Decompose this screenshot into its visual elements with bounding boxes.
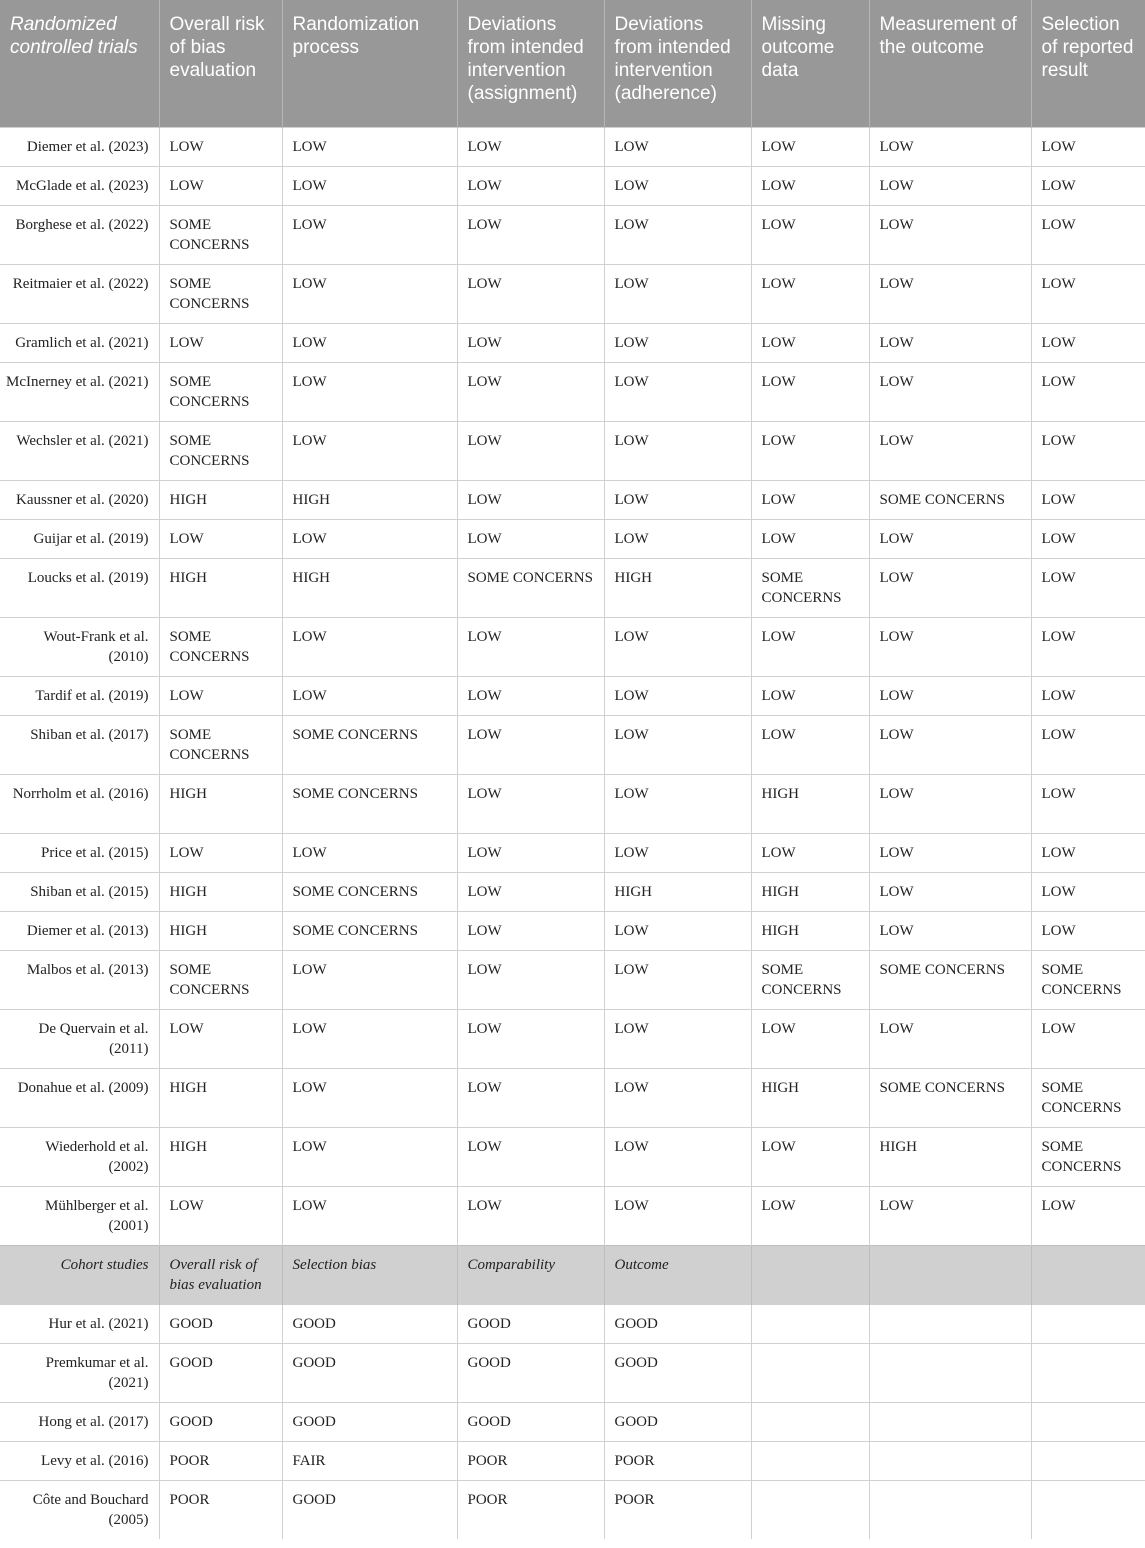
rating-cell: FAIR xyxy=(282,1441,457,1480)
rating-cell: LOW xyxy=(457,421,604,480)
rating-cell: LOW xyxy=(282,362,457,421)
header-row xyxy=(0,0,1145,127)
cohort-row xyxy=(0,1304,1145,1343)
study-name-cell: Guijar et al. (2019) xyxy=(0,519,159,558)
rating-cell: LOW xyxy=(604,421,751,480)
rct-row xyxy=(0,205,1145,264)
rct-row xyxy=(0,323,1145,362)
rating-cell: LOW xyxy=(282,1009,457,1068)
rating-cell: LOW xyxy=(751,676,869,715)
rating-cell xyxy=(1031,1304,1145,1343)
study-name-cell: Borghese et al. (2022) xyxy=(0,205,159,264)
rct-row xyxy=(0,676,1145,715)
study-name-cell: McInerney et al. (2021) xyxy=(0,362,159,421)
rct-row xyxy=(0,950,1145,1009)
study-name-cell: Diemer et al. (2023) xyxy=(0,127,159,166)
rating-cell: GOOD xyxy=(282,1480,457,1539)
rating-cell: SOME CONCERNS xyxy=(751,558,869,617)
rating-cell: POOR xyxy=(604,1480,751,1539)
rating-cell: LOW xyxy=(751,323,869,362)
rating-cell xyxy=(751,1402,869,1441)
rating-cell: LOW xyxy=(282,205,457,264)
rating-cell: HIGH xyxy=(159,1127,282,1186)
rating-cell: LOW xyxy=(1031,362,1145,421)
rating-cell: SOME CONCERNS xyxy=(159,362,282,421)
study-name-cell: Premkumar et al. (2021) xyxy=(0,1343,159,1402)
rating-cell: LOW xyxy=(604,715,751,774)
rating-cell: LOW xyxy=(751,519,869,558)
rating-cell: LOW xyxy=(1031,833,1145,872)
rating-cell: LOW xyxy=(457,205,604,264)
rating-cell: HIGH xyxy=(604,558,751,617)
header-randomization: Randomization process xyxy=(282,0,457,127)
rating-cell: LOW xyxy=(751,421,869,480)
study-name-cell: Shiban et al. (2017) xyxy=(0,715,159,774)
rating-cell: GOOD xyxy=(282,1304,457,1343)
rating-cell xyxy=(751,1441,869,1480)
rating-cell xyxy=(1031,1441,1145,1480)
rating-cell: LOW xyxy=(282,1127,457,1186)
rating-cell: POOR xyxy=(159,1441,282,1480)
study-name-cell: Levy et al. (2016) xyxy=(0,1441,159,1480)
rating-cell: LOW xyxy=(869,715,1031,774)
rating-cell: POOR xyxy=(457,1441,604,1480)
rating-cell: LOW xyxy=(1031,519,1145,558)
rct-row xyxy=(0,1127,1145,1186)
study-name-cell: Cohort studies xyxy=(0,1245,159,1304)
rating-cell: LOW xyxy=(604,911,751,950)
rating-cell: SOME CONCERNS xyxy=(1031,1068,1145,1127)
rating-cell: LOW xyxy=(869,127,1031,166)
rating-cell: LOW xyxy=(1031,1186,1145,1245)
rating-cell: LOW xyxy=(1031,480,1145,519)
rating-cell: SOME CONCERNS xyxy=(869,1068,1031,1127)
rating-cell: LOW xyxy=(869,1009,1031,1068)
rating-cell: LOW xyxy=(869,774,1031,833)
rating-cell: HIGH xyxy=(159,480,282,519)
rating-cell: GOOD xyxy=(282,1402,457,1441)
rating-cell: LOW xyxy=(1031,676,1145,715)
rating-cell: HIGH xyxy=(159,872,282,911)
rating-cell: GOOD xyxy=(159,1343,282,1402)
rating-cell: LOW xyxy=(159,1186,282,1245)
rating-cell: SOME CONCERNS xyxy=(159,617,282,676)
study-name-cell: Kaussner et al. (2020) xyxy=(0,480,159,519)
rating-cell: LOW xyxy=(1031,323,1145,362)
rating-cell: POOR xyxy=(604,1441,751,1480)
rct-row xyxy=(0,617,1145,676)
rating-cell: HIGH xyxy=(159,558,282,617)
rating-cell: LOW xyxy=(869,833,1031,872)
rating-cell: SOME CONCERNS xyxy=(1031,950,1145,1009)
rating-cell: LOW xyxy=(457,1186,604,1245)
rating-cell: LOW xyxy=(751,617,869,676)
rating-cell: LOW xyxy=(604,1068,751,1127)
rating-cell: LOW xyxy=(751,715,869,774)
rating-cell: Overall risk of bias evaluation xyxy=(159,1245,282,1304)
rating-cell xyxy=(751,1245,869,1304)
rating-cell: LOW xyxy=(869,558,1031,617)
study-name-cell: Reitmaier et al. (2022) xyxy=(0,264,159,323)
rating-cell: LOW xyxy=(457,774,604,833)
rating-cell: SOME CONCERNS xyxy=(159,205,282,264)
rating-cell: LOW xyxy=(282,1068,457,1127)
study-name-cell: Diemer et al. (2013) xyxy=(0,911,159,950)
rating-cell: LOW xyxy=(457,264,604,323)
rct-row xyxy=(0,362,1145,421)
rct-row xyxy=(0,480,1145,519)
rating-cell: LOW xyxy=(604,480,751,519)
rating-cell: LOW xyxy=(604,774,751,833)
rating-cell: LOW xyxy=(457,617,604,676)
study-name-cell: Côte and Bouchard (2005) xyxy=(0,1480,159,1539)
rating-cell: SOME CONCERNS xyxy=(282,715,457,774)
rct-row xyxy=(0,1009,1145,1068)
rating-cell: LOW xyxy=(457,1009,604,1068)
rating-cell xyxy=(1031,1343,1145,1402)
rating-cell: LOW xyxy=(604,1127,751,1186)
rct-row xyxy=(0,264,1145,323)
study-name-cell: McGlade et al. (2023) xyxy=(0,166,159,205)
study-name-cell: Price et al. (2015) xyxy=(0,833,159,872)
rating-cell: LOW xyxy=(159,519,282,558)
rating-cell: GOOD xyxy=(457,1304,604,1343)
rating-cell: POOR xyxy=(159,1480,282,1539)
rating-cell: SOME CONCERNS xyxy=(159,421,282,480)
study-name-cell: Loucks et al. (2019) xyxy=(0,558,159,617)
header-measurement-outcome: Measurement of the outcome xyxy=(869,0,1031,127)
rct-row xyxy=(0,519,1145,558)
rating-cell: LOW xyxy=(457,715,604,774)
rating-cell: LOW xyxy=(869,519,1031,558)
rating-cell: LOW xyxy=(159,1009,282,1068)
rating-cell: SOME CONCERNS xyxy=(457,558,604,617)
rating-cell: LOW xyxy=(604,1186,751,1245)
rct-row xyxy=(0,715,1145,774)
rating-cell: SOME CONCERNS xyxy=(159,715,282,774)
rating-cell: LOW xyxy=(604,127,751,166)
rct-row xyxy=(0,558,1145,617)
rating-cell: LOW xyxy=(457,676,604,715)
study-name-cell: Norrholm et al. (2016) xyxy=(0,774,159,833)
rating-cell: GOOD xyxy=(159,1402,282,1441)
study-name-cell: Shiban et al. (2015) xyxy=(0,872,159,911)
rating-cell: HIGH xyxy=(159,774,282,833)
cohort-row xyxy=(0,1441,1145,1480)
rating-cell: HIGH xyxy=(282,480,457,519)
rating-cell: LOW xyxy=(282,617,457,676)
rct-row xyxy=(0,1068,1145,1127)
rct-row xyxy=(0,1186,1145,1245)
rating-cell: LOW xyxy=(1031,558,1145,617)
rating-cell: SOME CONCERNS xyxy=(159,950,282,1009)
rating-cell: GOOD xyxy=(282,1343,457,1402)
rating-cell: LOW xyxy=(869,676,1031,715)
rating-cell: LOW xyxy=(869,205,1031,264)
rating-cell: LOW xyxy=(457,480,604,519)
rating-cell: LOW xyxy=(457,362,604,421)
rct-row xyxy=(0,166,1145,205)
rating-cell: HIGH xyxy=(159,911,282,950)
rating-cell: LOW xyxy=(869,166,1031,205)
header-study: Randomized controlled trials xyxy=(0,0,159,127)
rating-cell: HIGH xyxy=(751,774,869,833)
rating-cell: LOW xyxy=(159,127,282,166)
rating-cell: SOME CONCERNS xyxy=(282,911,457,950)
rating-cell: LOW xyxy=(604,166,751,205)
rating-cell: LOW xyxy=(457,833,604,872)
rating-cell: LOW xyxy=(751,1009,869,1068)
rating-cell: LOW xyxy=(869,1186,1031,1245)
rating-cell: HIGH xyxy=(159,1068,282,1127)
rating-cell xyxy=(1031,1480,1145,1539)
study-name-cell: Wout-Frank et al. (2010) xyxy=(0,617,159,676)
rating-cell: GOOD xyxy=(159,1304,282,1343)
header-deviation-assignment: Deviations from intended intervention (assignment) xyxy=(457,0,604,127)
rating-cell xyxy=(751,1480,869,1539)
rating-cell: LOW xyxy=(1031,911,1145,950)
rating-cell: LOW xyxy=(457,1127,604,1186)
rating-cell: LOW xyxy=(869,421,1031,480)
rating-cell: SOME CONCERNS xyxy=(869,950,1031,1009)
rating-cell: LOW xyxy=(604,323,751,362)
rating-cell: LOW xyxy=(159,323,282,362)
rating-cell: LOW xyxy=(457,127,604,166)
rating-cell: HIGH xyxy=(604,872,751,911)
study-name-cell: Hur et al. (2021) xyxy=(0,1304,159,1343)
rating-cell: LOW xyxy=(457,872,604,911)
rating-cell: LOW xyxy=(869,362,1031,421)
cohort-row xyxy=(0,1480,1145,1539)
study-name-cell: Wiederhold et al. (2002) xyxy=(0,1127,159,1186)
rating-cell: LOW xyxy=(604,264,751,323)
study-name-cell: Gramlich et al. (2021) xyxy=(0,323,159,362)
rating-cell: LOW xyxy=(457,911,604,950)
rating-cell: GOOD xyxy=(604,1343,751,1402)
rating-cell: LOW xyxy=(1031,166,1145,205)
rating-cell: GOOD xyxy=(457,1343,604,1402)
rating-cell xyxy=(1031,1245,1145,1304)
rating-cell: LOW xyxy=(751,127,869,166)
rct-row xyxy=(0,911,1145,950)
rating-cell: LOW xyxy=(751,1127,869,1186)
rct-row xyxy=(0,872,1145,911)
rating-cell: LOW xyxy=(751,833,869,872)
rating-cell: LOW xyxy=(604,1009,751,1068)
table-header xyxy=(0,0,1145,127)
rating-cell: LOW xyxy=(1031,205,1145,264)
rating-cell: Selection bias xyxy=(282,1245,457,1304)
rating-cell: LOW xyxy=(1031,127,1145,166)
rating-cell: LOW xyxy=(869,911,1031,950)
rating-cell: LOW xyxy=(604,950,751,1009)
cohort-header-row xyxy=(0,1245,1145,1304)
rating-cell: LOW xyxy=(282,950,457,1009)
study-name-cell: Hong et al. (2017) xyxy=(0,1402,159,1441)
rating-cell: LOW xyxy=(1031,264,1145,323)
rating-cell: LOW xyxy=(604,362,751,421)
rating-cell xyxy=(869,1441,1031,1480)
rating-cell: LOW xyxy=(282,519,457,558)
rating-cell: LOW xyxy=(751,480,869,519)
rating-cell: LOW xyxy=(751,362,869,421)
rating-cell: Comparability xyxy=(457,1245,604,1304)
rating-cell xyxy=(869,1343,1031,1402)
rating-cell: LOW xyxy=(604,833,751,872)
rating-cell: GOOD xyxy=(604,1402,751,1441)
rating-cell: LOW xyxy=(869,617,1031,676)
rating-cell: LOW xyxy=(869,872,1031,911)
rating-cell: LOW xyxy=(1031,421,1145,480)
study-name-cell: Mühlberger et al. (2001) xyxy=(0,1186,159,1245)
rating-cell xyxy=(869,1480,1031,1539)
rating-cell: LOW xyxy=(457,950,604,1009)
rating-cell: LOW xyxy=(282,166,457,205)
rating-cell: LOW xyxy=(159,166,282,205)
header-selection-reported: Selection of reported result xyxy=(1031,0,1145,127)
rating-cell: HIGH xyxy=(751,1068,869,1127)
rating-cell: LOW xyxy=(1031,872,1145,911)
rating-cell: LOW xyxy=(282,1186,457,1245)
rating-cell: LOW xyxy=(604,676,751,715)
rating-cell: LOW xyxy=(159,833,282,872)
rating-cell: HIGH xyxy=(751,872,869,911)
rct-row xyxy=(0,774,1145,833)
header-deviation-adherence: Deviations from intended intervention (adherence) xyxy=(604,0,751,127)
rating-cell: HIGH xyxy=(282,558,457,617)
study-name-cell: Donahue et al. (2009) xyxy=(0,1068,159,1127)
rating-cell: LOW xyxy=(282,264,457,323)
rating-cell: POOR xyxy=(457,1480,604,1539)
rating-cell: HIGH xyxy=(869,1127,1031,1186)
rating-cell: LOW xyxy=(282,323,457,362)
rating-cell xyxy=(1031,1402,1145,1441)
rating-cell: LOW xyxy=(159,676,282,715)
rating-cell: LOW xyxy=(751,166,869,205)
study-name-cell: De Quervain et al. (2011) xyxy=(0,1009,159,1068)
rating-cell: SOME CONCERNS xyxy=(869,480,1031,519)
rating-cell xyxy=(869,1402,1031,1441)
study-name-cell: Malbos et al. (2013) xyxy=(0,950,159,1009)
rating-cell: SOME CONCERNS xyxy=(282,872,457,911)
rating-cell: LOW xyxy=(751,264,869,323)
rating-cell xyxy=(751,1304,869,1343)
cohort-row xyxy=(0,1402,1145,1441)
rating-cell xyxy=(869,1245,1031,1304)
rating-cell: LOW xyxy=(1031,715,1145,774)
rating-cell xyxy=(751,1343,869,1402)
rating-cell: LOW xyxy=(1031,774,1145,833)
study-name-cell: Tardif et al. (2019) xyxy=(0,676,159,715)
rating-cell: LOW xyxy=(751,205,869,264)
rating-cell: LOW xyxy=(869,323,1031,362)
rating-cell: LOW xyxy=(604,205,751,264)
rating-cell: LOW xyxy=(604,519,751,558)
rating-cell: LOW xyxy=(1031,617,1145,676)
rating-cell: SOME CONCERNS xyxy=(282,774,457,833)
rating-cell: SOME CONCERNS xyxy=(1031,1127,1145,1186)
rating-cell: LOW xyxy=(282,676,457,715)
rating-cell: LOW xyxy=(457,1068,604,1127)
rating-cell: SOME CONCERNS xyxy=(751,950,869,1009)
rating-cell: LOW xyxy=(751,1186,869,1245)
rating-cell: LOW xyxy=(457,519,604,558)
rating-cell: LOW xyxy=(457,323,604,362)
rating-cell: GOOD xyxy=(604,1304,751,1343)
rating-cell: GOOD xyxy=(457,1402,604,1441)
rating-cell xyxy=(869,1304,1031,1343)
rating-cell: LOW xyxy=(282,127,457,166)
rating-cell: LOW xyxy=(604,617,751,676)
rating-cell: HIGH xyxy=(751,911,869,950)
rating-cell: SOME CONCERNS xyxy=(159,264,282,323)
rct-row xyxy=(0,833,1145,872)
rating-cell: LOW xyxy=(869,264,1031,323)
rct-row xyxy=(0,127,1145,166)
rating-cell: Outcome xyxy=(604,1245,751,1304)
rct-row xyxy=(0,421,1145,480)
rating-cell: LOW xyxy=(1031,1009,1145,1068)
rating-cell: LOW xyxy=(282,833,457,872)
header-missing-outcome: Missing outcome data xyxy=(751,0,869,127)
study-name-cell: Wechsler et al. (2021) xyxy=(0,421,159,480)
header-overall-risk: Overall risk of bias evaluation xyxy=(159,0,282,127)
cohort-row xyxy=(0,1343,1145,1402)
table-body xyxy=(0,127,1145,1539)
rating-cell: LOW xyxy=(457,166,604,205)
rating-cell: LOW xyxy=(282,421,457,480)
